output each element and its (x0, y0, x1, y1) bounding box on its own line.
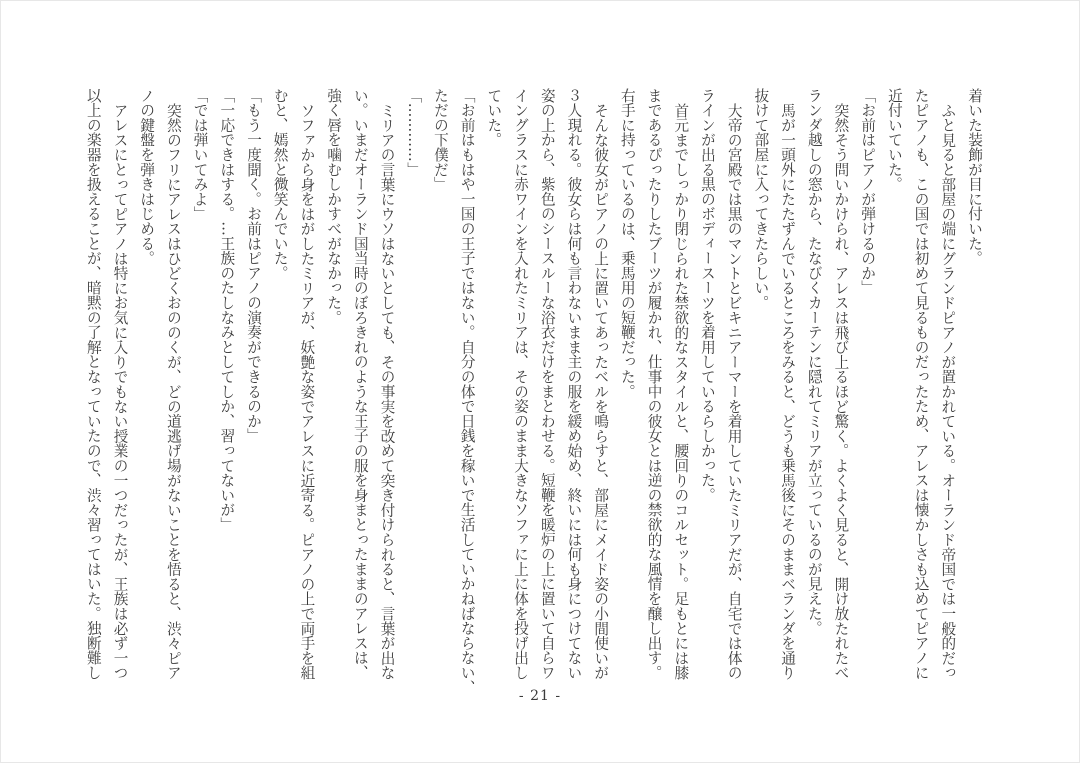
text-line: ３人現れる。彼女らは何も言わないまま主の服を緩め始め、終いには何も身につけてない (565, 88, 583, 680)
text-line: ただの下僕だ」 (431, 88, 449, 192)
text-line: 着いた装飾が目に付いた。 (966, 88, 983, 266)
text-line: 「お前はもはや一国の王子ではない。自分の体で日銭を稼いで生活していかねばならない、 (458, 88, 476, 695)
text-line: 姿の上から、紫色のシースルーな浴衣だけをまとわせる。短鞭を暖炉の上に置いて自らワ (538, 88, 556, 680)
text-line: 「もう一度聞く。お前はピアノの演奏ができるのか」 (245, 88, 263, 444)
text-line: 右手に持っているのは、乗馬用の短鞭だった。 (618, 88, 636, 399)
text-line: アレスにとってピアノは特にお気に入りでもない授業の一つだったが、王族は必ず一つ (111, 102, 129, 680)
text-line: むと、嫣然と微笑んでいた。 (271, 88, 289, 281)
text-line: ラインが出る黒のボディースーツを着用しているらしかった。 (698, 88, 716, 503)
text-line: 大帝の宮殿では黒のマントとビキニアーマーを着用していたミリアだが、自宅では体の (725, 102, 743, 680)
text-line: 「一応できはする。…王族のたしなみとしてしか、習ってないが」 (218, 88, 236, 532)
text-line: 強く唇を噛むしかすべがなかった。 (325, 88, 343, 325)
text-line: ランダ越しの窓から、たなびくカーテンに隠れてミリアが立っているのが見えた。 (805, 88, 823, 636)
text-line: 突然のフリにアレスはひどくおののくが、どの道逃げ場がないことを悟ると、渋々ピア (164, 102, 182, 680)
text-line: 「お前はピアノが弾けるのか」 (859, 88, 877, 296)
page-number: - 21 - (518, 688, 562, 704)
text-line: ミリアの言葉にウソはないとしても、その事実を改めて突き付けられると、言葉が出な (378, 102, 396, 680)
text-line: ふと見ると部屋の端にグランドピアノが置かれている。オーランド帝国では一般的だっ (939, 102, 957, 680)
text-line: 首元までしっかり閉じられた禁欲的なスタイルと、腰回りのコルセット。足もとには膝 (672, 102, 690, 680)
vertical-text-block (79, 88, 987, 728)
text-line: 突然そう問いかけられ、アレスは飛び上るほど驚く。よくよく見ると、開け放たれたべ (832, 102, 850, 680)
text-line: そんな彼女がピアノの上に置いてあったベルを鳴らすと、部屋にメイド姿の小間使いが (592, 102, 610, 680)
text-line: 以上の楽器を扱えることが、暗黙の了解となっていたので、渋々習ってはいた。独断難し (84, 88, 102, 680)
text-line: たピアノも、この国では初めて見るものだったため、アレスは懐かしさも込めてピアノに (912, 88, 930, 680)
text-line: 「では弾いてみよ」 (191, 88, 209, 222)
text-line: ていた。 (485, 88, 503, 148)
text-line: 「…………」 (405, 88, 423, 177)
text-line: ノの鍵盤を弾きはじめる。 (138, 88, 156, 266)
text-line: 抜けて部屋に入ってきたらしい。 (752, 88, 770, 310)
text-line: 馬が一頭外にたたずんでいるところをみると、どうも乗馬後にそのままベランダを通り (779, 102, 797, 680)
text-line: まであるぴったりしたブーツが履かれ、仕事中の彼女とは逆の禁欲的な風情を醸し出す。 (645, 88, 663, 680)
text-line: ソファから身をはがしたミリアが、妖艶な姿でアレスに近寄る。ピアノの上で両手を組 (298, 102, 316, 680)
text-line: 近付いていた。 (885, 88, 903, 192)
text-line: い。いまだオーランド国当時のぼろきれのような王子の服を身まとったままのアレスは、 (351, 88, 369, 680)
text-line: イングラスに赤ワインを入れたミリアは、その姿のまま大きなソファに上に体を投げ出し (512, 88, 530, 680)
